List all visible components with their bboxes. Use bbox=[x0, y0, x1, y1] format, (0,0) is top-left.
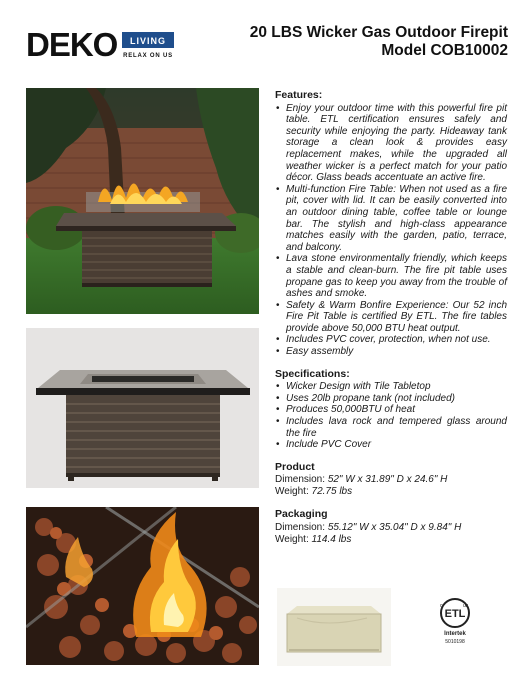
product-dimension-label: Dimension: bbox=[275, 474, 326, 486]
features-heading: Features: bbox=[275, 89, 323, 101]
etl-certification-icon bbox=[437, 597, 473, 645]
specifications-list bbox=[275, 381, 507, 451]
product-weight-value: 72.75 lbs bbox=[311, 486, 353, 498]
logo-badge-text: LIVING bbox=[129, 36, 167, 46]
logo-wordmark: DEKO bbox=[26, 27, 118, 61]
features-item: • Lava stone environmentally friendly, which keeps a stable and clean-burn. The fire pit table uses propane gas to keep you away from the trouble of ashes and smoke. bbox=[286, 253, 507, 299]
product-dimension bbox=[275, 474, 507, 486]
product-weight bbox=[275, 486, 507, 498]
pvc-cover-photo bbox=[277, 588, 391, 666]
product-weight-label: Weight: bbox=[275, 486, 309, 498]
logo-tagline: RELAX ON US bbox=[123, 53, 173, 59]
packaging-weight-label: Weight: bbox=[275, 534, 309, 545]
product-photo bbox=[26, 328, 259, 488]
features-item: • Multi-function Fire Table: When not used as a fire pit, cover with lid. It can be easily converted into an outdoor dining table, coffee table or lounge bar. The stylish and high-class appearance matches easily with the garden, patio, terrace, and balcony. bbox=[286, 184, 507, 254]
etl-us: us bbox=[463, 603, 469, 609]
packaging-dimension-value: 55.12" W x 35.04" D x 9.84" H bbox=[327, 522, 462, 533]
product-heading: Product bbox=[275, 460, 315, 473]
features-item: • Enjoy your outdoor time with this powerful fire pit table. ETL certification ensures safely and security while enjoying the party. Hideaway tank storage a clean look & provides easy replacement makes, while the upgraded all weather wicker is a perfect match for your patio décor. Glass beads accentuate an active fire. bbox=[286, 103, 507, 184]
etl-org: Intertek bbox=[444, 631, 466, 637]
features-item: • Includes PVC cover, protection, when not use. bbox=[286, 334, 507, 346]
product-title: 20 LBS Wicker Gas Outdoor Firepit bbox=[249, 24, 508, 41]
specifications-item: • Uses 20lb propane tank (not included) bbox=[286, 393, 507, 405]
etl-c: c bbox=[440, 603, 443, 609]
features-list bbox=[275, 103, 507, 358]
specifications-heading: Specifications: bbox=[275, 367, 350, 380]
page-title bbox=[250, 24, 508, 60]
packaging-dimension-label: Dimension: bbox=[275, 522, 326, 533]
lifestyle-photo bbox=[26, 88, 259, 314]
packaging-dimension bbox=[275, 522, 507, 534]
spec-column bbox=[275, 90, 507, 546]
deko-living-logo bbox=[26, 27, 174, 61]
features-item: • Easy assembly bbox=[286, 346, 507, 358]
specifications-item: • Produces 50,000BTU of heat bbox=[286, 404, 507, 416]
specifications-item: • Wicker Design with Tile Tabletop bbox=[286, 381, 507, 393]
flame-closeup-photo bbox=[26, 507, 259, 665]
packaging-heading: Packaging bbox=[275, 508, 328, 521]
specifications-item: • Include PVC Cover bbox=[286, 439, 507, 451]
features-item: • Safety & Warm Bonfire Experience: Our 52 inch Fire Pit Table is certified By ETL. The fire tables provide above 50,000 BTU heat output. bbox=[286, 300, 507, 335]
specifications-item: • Includes lava rock and tempered glass around the fire bbox=[286, 416, 507, 439]
model-number: Model COB10002 bbox=[381, 42, 508, 59]
product-dimension-value: 52" W x 31.89" D x 24.6" H bbox=[327, 474, 448, 486]
etl-mark: ETL bbox=[444, 608, 466, 620]
etl-number: 5010198 bbox=[445, 639, 465, 645]
packaging-weight bbox=[275, 534, 507, 546]
packaging-weight-value: 114.4 lbs bbox=[311, 534, 352, 545]
